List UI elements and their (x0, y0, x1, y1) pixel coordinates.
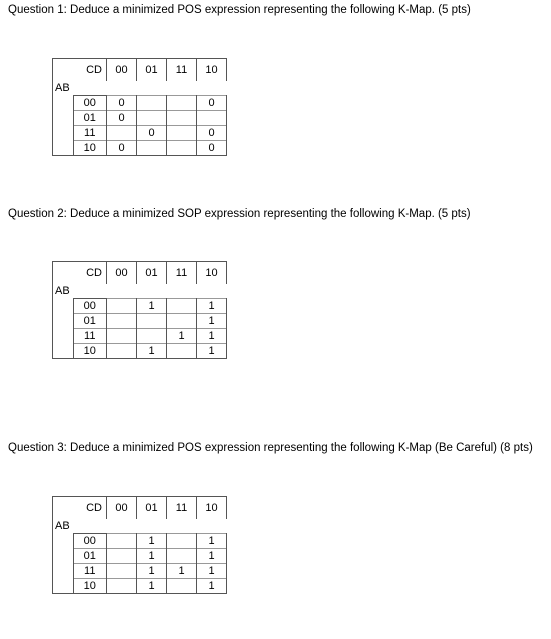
kmap-spacer (107, 81, 137, 96)
kmap-row-label: 11 (73, 126, 107, 141)
kmap-row (53, 329, 227, 344)
kmap-cell (137, 314, 167, 329)
kmap-row-label: 11 (73, 564, 107, 579)
kmap-cell (167, 299, 197, 314)
kmap-row-variable: AB (53, 81, 74, 96)
kmap-cell: 1 (137, 344, 167, 359)
question-1-text: Question 1: Deduce a minimized POS expression representing the following K-Map. (5 pts) (8, 4, 471, 16)
kmap-spacer (197, 284, 227, 299)
kmap-row-pad (53, 564, 74, 579)
kmap-cell (167, 344, 197, 359)
kmap-cell: 1 (197, 329, 227, 344)
kmap-cell: 1 (197, 564, 227, 579)
kmap-row-label: 00 (73, 299, 107, 314)
kmap-row-label: 10 (73, 344, 107, 359)
kmap-cell: 1 (197, 534, 227, 549)
kmap-col-label: 11 (167, 262, 197, 285)
kmap-row (53, 126, 227, 141)
kmap-col-label: 00 (107, 59, 137, 82)
kmap-row (53, 549, 227, 564)
kmap-row (53, 299, 227, 314)
kmap-col-label: 10 (197, 59, 227, 82)
kmap-row-variable: AB (53, 519, 74, 534)
kmap-row-label: 11 (73, 329, 107, 344)
kmap-question-1 (52, 58, 227, 156)
kmap-corner (53, 262, 74, 285)
kmap-cell: 0 (197, 141, 227, 156)
kmap-spacer (73, 284, 107, 299)
kmap-question-3 (52, 496, 227, 594)
kmap-row (53, 314, 227, 329)
kmap-cell (167, 111, 197, 126)
kmap-row-pad (53, 579, 74, 594)
kmap-cell (107, 534, 137, 549)
kmap-cell: 1 (197, 314, 227, 329)
kmap-col-label: 10 (197, 262, 227, 285)
kmap-cell (137, 329, 167, 344)
kmap-cell (107, 579, 137, 594)
kmap-cell: 1 (197, 579, 227, 594)
kmap-row (53, 141, 227, 156)
kmap-row-label: 10 (73, 579, 107, 594)
kmap-question-2 (52, 261, 227, 359)
kmap-cell: 1 (197, 549, 227, 564)
kmap-cell: 1 (137, 534, 167, 549)
kmap-col-label: 00 (107, 497, 137, 520)
kmap-cell: 1 (137, 579, 167, 594)
kmap-row-pad (53, 534, 74, 549)
kmap-col-label: 01 (137, 262, 167, 285)
kmap-cell: 1 (137, 549, 167, 564)
kmap-corner (53, 497, 74, 520)
question-3-text: Question 3: Deduce a minimized POS expression representing the following K-Map (Be Careful) (8 pts) (8, 442, 533, 454)
kmap-spacer (137, 81, 167, 96)
kmap-spacer (167, 284, 197, 299)
kmap-row-variable: AB (53, 284, 74, 299)
kmap-cell (107, 126, 137, 141)
kmap-row-pad (53, 299, 74, 314)
kmap-cell: 1 (137, 299, 167, 314)
kmap-col-label: 11 (167, 59, 197, 82)
kmap-col-variable: CD (73, 262, 107, 285)
kmap-cell: 0 (197, 126, 227, 141)
kmap-col-label: 01 (137, 497, 167, 520)
kmap-cell: 1 (197, 344, 227, 359)
kmap-row (53, 111, 227, 126)
kmap-cell: 0 (137, 126, 167, 141)
kmap-row (53, 96, 227, 111)
kmap-col-label: 01 (137, 59, 167, 82)
kmap-row-pad (53, 111, 74, 126)
kmap-spacer (137, 284, 167, 299)
kmap-cell: 1 (197, 299, 227, 314)
kmap-cell (167, 314, 197, 329)
kmap-spacer (197, 519, 227, 534)
kmap-row-pad (53, 126, 74, 141)
kmap-spacer (167, 81, 197, 96)
kmap-cell: 1 (137, 564, 167, 579)
kmap-col-variable: CD (73, 59, 107, 82)
kmap-cell (137, 96, 167, 111)
kmap-cell (167, 534, 197, 549)
kmap-spacer (167, 519, 197, 534)
kmap-cell (137, 141, 167, 156)
kmap-cell (167, 579, 197, 594)
kmap-cell (167, 141, 197, 156)
kmap-row (53, 344, 227, 359)
kmap-row-label: 00 (73, 96, 107, 111)
kmap-cell (107, 329, 137, 344)
kmap-cell (167, 549, 197, 564)
kmap-col-label: 11 (167, 497, 197, 520)
kmap-row (53, 564, 227, 579)
kmap-cell: 0 (107, 141, 137, 156)
kmap-cell: 0 (107, 111, 137, 126)
kmap-cell (167, 126, 197, 141)
kmap-corner (53, 59, 74, 82)
kmap-cell (137, 111, 167, 126)
kmap-spacer (137, 519, 167, 534)
kmap-row-label: 01 (73, 549, 107, 564)
kmap-cell (197, 111, 227, 126)
kmap-row (53, 579, 227, 594)
kmap-cell (107, 564, 137, 579)
kmap-row-pad (53, 314, 74, 329)
kmap-row-pad (53, 329, 74, 344)
kmap-cell (107, 314, 137, 329)
kmap-spacer (107, 519, 137, 534)
kmap-row-pad (53, 96, 74, 111)
kmap-cell (107, 299, 137, 314)
question-2-text: Question 2: Deduce a minimized SOP expression representing the following K-Map. (5 pts) (8, 208, 471, 220)
kmap-row-pad (53, 549, 74, 564)
kmap-row-label: 01 (73, 314, 107, 329)
kmap-col-variable: CD (73, 497, 107, 520)
kmap-row-label: 10 (73, 141, 107, 156)
kmap-cell: 0 (107, 96, 137, 111)
kmap-col-label: 10 (197, 497, 227, 520)
kmap-cell: 0 (197, 96, 227, 111)
kmap-spacer (73, 81, 107, 96)
kmap-cell: 1 (167, 329, 197, 344)
kmap-row-label: 00 (73, 534, 107, 549)
kmap-cell: 1 (167, 564, 197, 579)
kmap-row-label: 01 (73, 111, 107, 126)
kmap-row-pad (53, 344, 74, 359)
kmap-spacer (107, 284, 137, 299)
kmap-spacer (73, 519, 107, 534)
kmap-col-label: 00 (107, 262, 137, 285)
kmap-spacer (197, 81, 227, 96)
kmap-cell (107, 549, 137, 564)
kmap-row-pad (53, 141, 74, 156)
kmap-cell (167, 96, 197, 111)
kmap-cell (107, 344, 137, 359)
kmap-row (53, 534, 227, 549)
